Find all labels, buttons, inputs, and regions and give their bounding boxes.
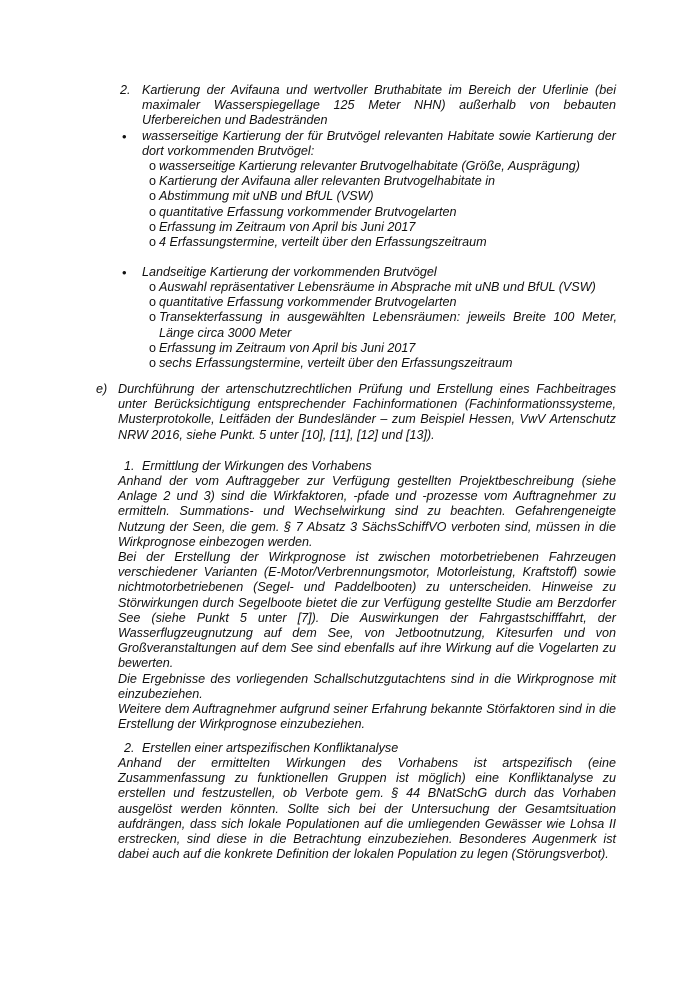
sub-1-paragraph: Die Ergebnisse des vorliegenden Schallschutzgutachtens sind in die Wirkprognose mit einzubeziehen. (118, 671, 616, 701)
circle-bullet-icon: o (149, 310, 157, 325)
circle-bullet-icon: o (149, 174, 157, 189)
bullet-2-marker: • (122, 265, 127, 280)
bullet-2-sublist (149, 280, 617, 371)
circle-bullet-icon: o (149, 204, 157, 219)
sub-1-marker: 1. (124, 459, 135, 473)
bullet-2-text: Landseitige Kartierung der vorkommenden Brutvögel (142, 265, 437, 279)
list-item: o Erfassung im Zeitraum von April bis Juni 2017 (149, 340, 416, 355)
list-item: o Abstimmung mit uNB und BfUL (VSW) (149, 189, 374, 204)
list-item: o quantitative Erfassung vorkommender Brutvogelarten (149, 295, 457, 310)
list-item: o Auswahl repräsentativer Lebensräume in Absprache mit uNB und BfUL (VSW) (149, 280, 596, 294)
circle-bullet-icon: o (149, 235, 157, 250)
list-item: o wasserseitige Kartierung relevanter Brutvogelhabitate (Größe, Ausprägung) (149, 159, 580, 173)
sub-1-paragraph: Anhand der vom Auftraggeber zur Verfügung gestellten Projektbeschreibung (siehe Anlage 2 und 3) sind die Wirkfaktoren, -pfade und -prozesse vom Auftragnehmer zu ermitteln. Summations- und Wechselwirkung sind zu beachten. Gefahrengeneigte Nutzung der Seen, die gem. § 7 Absatz 3 SächsSchiffVO verboten sind, müssen in die Wirkprognose einbezogen werden. (118, 474, 616, 549)
circle-bullet-icon: o (149, 340, 157, 355)
circle-bullet-icon: o (149, 356, 157, 371)
sub-2-paragraph: Anhand der ermittelten Wirkungen des Vorhabens ist artspezifisch (eine Zusammenfassung zu funktionellen Gruppen ist möglich) eine Konfliktanalyse zu erstellen und festzustellen, ob Verbote gem. § 44 BNatSchG durch das Vorhaben ausgelöst werden könnten. Sollte sich bei der Untersuchung der Gesamtsituation aufdrängen, dass sich lokale Populationen auf die umliegenden Gewässer wie Lohsa II erstrecken, sind diese in die Betrachtung einzubeziehen. Besonderes Augenmerk ist dabei auch auf die konkrete Definition der lokalen Population zu legen (Störungsverbot). (118, 756, 616, 862)
circle-bullet-icon: o (149, 189, 157, 204)
list-item: o Kartierung der Avifauna aller relevanten Brutvogelhabitate in (149, 174, 496, 189)
sub-1-heading: Ermittlung der Wirkungen des Vorhabens (142, 459, 372, 473)
circle-bullet-icon: o (149, 219, 157, 234)
list-item: o quantitative Erfassung vorkommender Brutvogelarten (149, 204, 457, 219)
item-2-marker: 2. (120, 83, 131, 97)
circle-bullet-icon: o (149, 159, 157, 173)
sub-1-paragraph: Bei der Erstellung der Wirkprognose ist zwischen motorbetriebenen Fahrzeugen verschiedener Varianten (E-Motor/Verbrennungsmotor, Motorleistung, Kraftstoff) sowie nichtmotorbetriebenen (Segel- und Paddelbooten) zu unterscheiden. Hinweise zu Störwirkungen durch Segelboote bietet die zur Verfügung gestellte Studie am Berzdorfer See (siehe Punkt 5 unter [7]). Die Auswirkungen der Fahrgastschifffahrt, der Wasserflugzeugnutzung auf dem See, von Jetbootnutzung, Kitesurfen und von Großveranstaltungen auf dem See sind ebenfalls auf ihre Wirkung auf die Vogelarten zu bewerten. (118, 550, 616, 671)
sub-1-body (118, 474, 616, 732)
bullet-2 (122, 265, 616, 280)
bullet-1-marker: • (122, 129, 127, 144)
list-item: o 4 Erfassungstermine, verteilt über den Erfassungszeitraum (149, 235, 487, 250)
sub-1-paragraph: Weitere dem Auftragnehmer aufgrund seiner Erfahrung bekannte Störfaktoren sind in die Erstellung der Wirkprognose einzubeziehen. (118, 702, 616, 732)
list-item: o Erfassung im Zeitraum von April bis Juni 2017 (149, 219, 416, 234)
sub-2-marker: 2. (124, 741, 135, 755)
list-item: o Transekterfassung in ausgewählten Lebensräumen: jeweils Breite 100 Meter, Länge circa 3000 Meter (149, 310, 617, 340)
circle-bullet-icon: o (149, 280, 157, 294)
bullet-1 (122, 129, 616, 159)
section-e-text: Durchführung der artenschutzrechtlichen Prüfung und Erstellung eines Fachbeitrages unter Berücksichtigung entsprechender Fachinformationen (Fachinformationssysteme, Musterprotokolle, Leitfäden der Bundesländer – zum Beispiel Hessen, VwV Artenschutz NRW 2016, siehe Punkt. 5 unter [10], [11], [12] und [13]). (118, 382, 616, 442)
item-2-text: Kartierung der Avifauna und wertvoller Bruthabitate im Bereich der Uferlinie (bei maximaler Wasserspiegellage 125 Meter NHN) außerhalb von bebauten Uferbereichen und Badestränden (142, 83, 616, 128)
bullet-1-sublist (149, 159, 609, 250)
circle-bullet-icon: o (149, 295, 157, 310)
bullet-1-text: wasserseitige Kartierung der für Brutvögel relevanten Habitate sowie Kartierung der dort vorkommenden Brutvögel: (142, 129, 616, 159)
section-e-marker: e) (96, 382, 108, 396)
sub-2-heading: Erstellen einer artspezifischen Konfliktanalyse (142, 741, 399, 755)
list-item: o sechs Erfassungstermine, verteilt über den Erfassungszeitraum (149, 356, 513, 371)
